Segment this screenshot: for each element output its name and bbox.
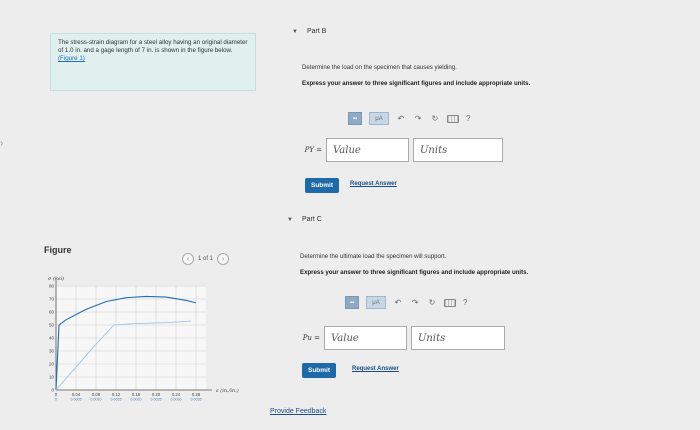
x-tick-label-secondary: 0.0030 [170, 397, 182, 402]
x-tick-label-secondary: 0.0025 [150, 397, 162, 402]
x-tick-label-secondary: 0.0005 [70, 397, 82, 402]
help-icon[interactable]: ? [466, 114, 471, 123]
units-symbol-button[interactable]: μA [366, 296, 386, 309]
pu-value-input[interactable]: Value [324, 326, 407, 350]
x-tick-label: 0.16 [131, 392, 141, 397]
help-icon[interactable]: ? [463, 298, 468, 307]
x-tick-label-secondary: 0.0020 [130, 397, 142, 402]
y-tick-label: 30 [48, 348, 54, 354]
problem-statement [50, 33, 256, 91]
py-value-input[interactable]: Value [326, 138, 409, 162]
undo-icon[interactable]: ↶ [397, 114, 405, 123]
part-c-title: Part C [301, 216, 322, 223]
collapse-caret-icon: ▼ [287, 216, 293, 223]
x-axis-label: ε (in./in.) [216, 388, 239, 394]
part-b-instruction: Express your answer to three significant figures and include appropriate units. [302, 80, 531, 87]
keyboard-icon[interactable] [444, 299, 456, 307]
prev-figure-button[interactable]: ‹ [182, 253, 194, 265]
figure-title: Figure [44, 245, 72, 255]
x-tick-label: 0.28 [191, 392, 201, 397]
y-tick-label: 0 [51, 387, 54, 393]
x-tick-label-secondary: 0.0035 [190, 397, 202, 402]
reset-icon[interactable]: ↻ [428, 298, 436, 307]
part-c-instruction: Express your answer to three significant figures and include appropriate units. [300, 269, 529, 276]
x-tick-label: 0.08 [91, 392, 101, 397]
x-tick-label-secondary: 0.0015 [110, 397, 122, 402]
pu-units-input[interactable]: Units [411, 326, 505, 350]
part-b-title: Part B [306, 28, 327, 35]
x-tick-label: 0 [54, 392, 58, 397]
reset-icon[interactable]: ↻ [431, 114, 439, 123]
part-b-header[interactable] [292, 28, 326, 35]
y-axis-label: σ (ksi) [48, 276, 65, 282]
part-c-header[interactable] [287, 216, 322, 223]
part-b-answer-row [300, 138, 503, 162]
x-tick-label: 0.20 [151, 392, 161, 397]
part-c-prompt: Determine the ultimate load the specimen will support. [300, 253, 447, 260]
figure-pager [182, 253, 229, 265]
part-c-submit-button[interactable]: Submit [302, 363, 336, 378]
y-tick-label: 40 [48, 335, 54, 341]
x-tick-label: 0.12 [111, 392, 121, 397]
units-symbol-button[interactable]: μA [369, 112, 389, 125]
pu-label: Pu = [302, 334, 320, 342]
y-tick-label: 50 [48, 322, 54, 328]
part-c-request-answer[interactable]: Request Answer [352, 366, 399, 372]
part-b-prompt: Determine the load on the specimen that causes yielding. [302, 64, 457, 71]
y-tick-label: 70 [48, 296, 54, 302]
part-b-toolbar [348, 112, 470, 125]
x-tick-label: 0.24 [171, 392, 181, 397]
y-tick-label: 80 [48, 283, 54, 289]
templates-button[interactable]: ▪▪ [348, 112, 362, 125]
provide-feedback-link[interactable]: Provide Feedback [270, 408, 327, 415]
redo-icon[interactable]: ↷ [414, 114, 422, 123]
stress-strain-chart [42, 272, 282, 422]
x-tick-label-secondary: 0.0010 [90, 397, 102, 402]
undo-icon[interactable]: ↶ [394, 298, 402, 307]
part-c-answer-row [298, 326, 505, 350]
y-tick-label: 20 [48, 361, 54, 367]
py-units-input[interactable]: Units [413, 138, 503, 162]
problem-text: The stress-strain diagram for a steel alloy having an original diameter of 1.0 in. and a gage length of 7 in. is shown in the figure below. [58, 39, 248, 54]
y-tick-label: 60 [48, 309, 54, 315]
figure-link[interactable]: (Figure 1) [58, 55, 85, 62]
x-tick-label-secondary: 0 [55, 397, 57, 402]
redo-icon[interactable]: ↷ [411, 298, 419, 307]
py-label: PY = [304, 146, 322, 154]
x-tick-label: 0.04 [71, 392, 81, 397]
next-figure-button[interactable]: › [217, 253, 229, 265]
pager-label: 1 of 1 [198, 256, 214, 262]
y-tick-label: 10 [48, 374, 54, 380]
previous-page-arrow-icon[interactable]: › [0, 138, 4, 149]
collapse-caret-icon: ▼ [292, 28, 298, 35]
part-b-submit-button[interactable]: Submit [305, 178, 339, 193]
templates-button[interactable]: ▪▪ [345, 296, 359, 309]
part-b-request-answer[interactable]: Request Answer [350, 181, 397, 187]
part-c-toolbar [345, 296, 467, 309]
keyboard-icon[interactable] [447, 115, 459, 123]
